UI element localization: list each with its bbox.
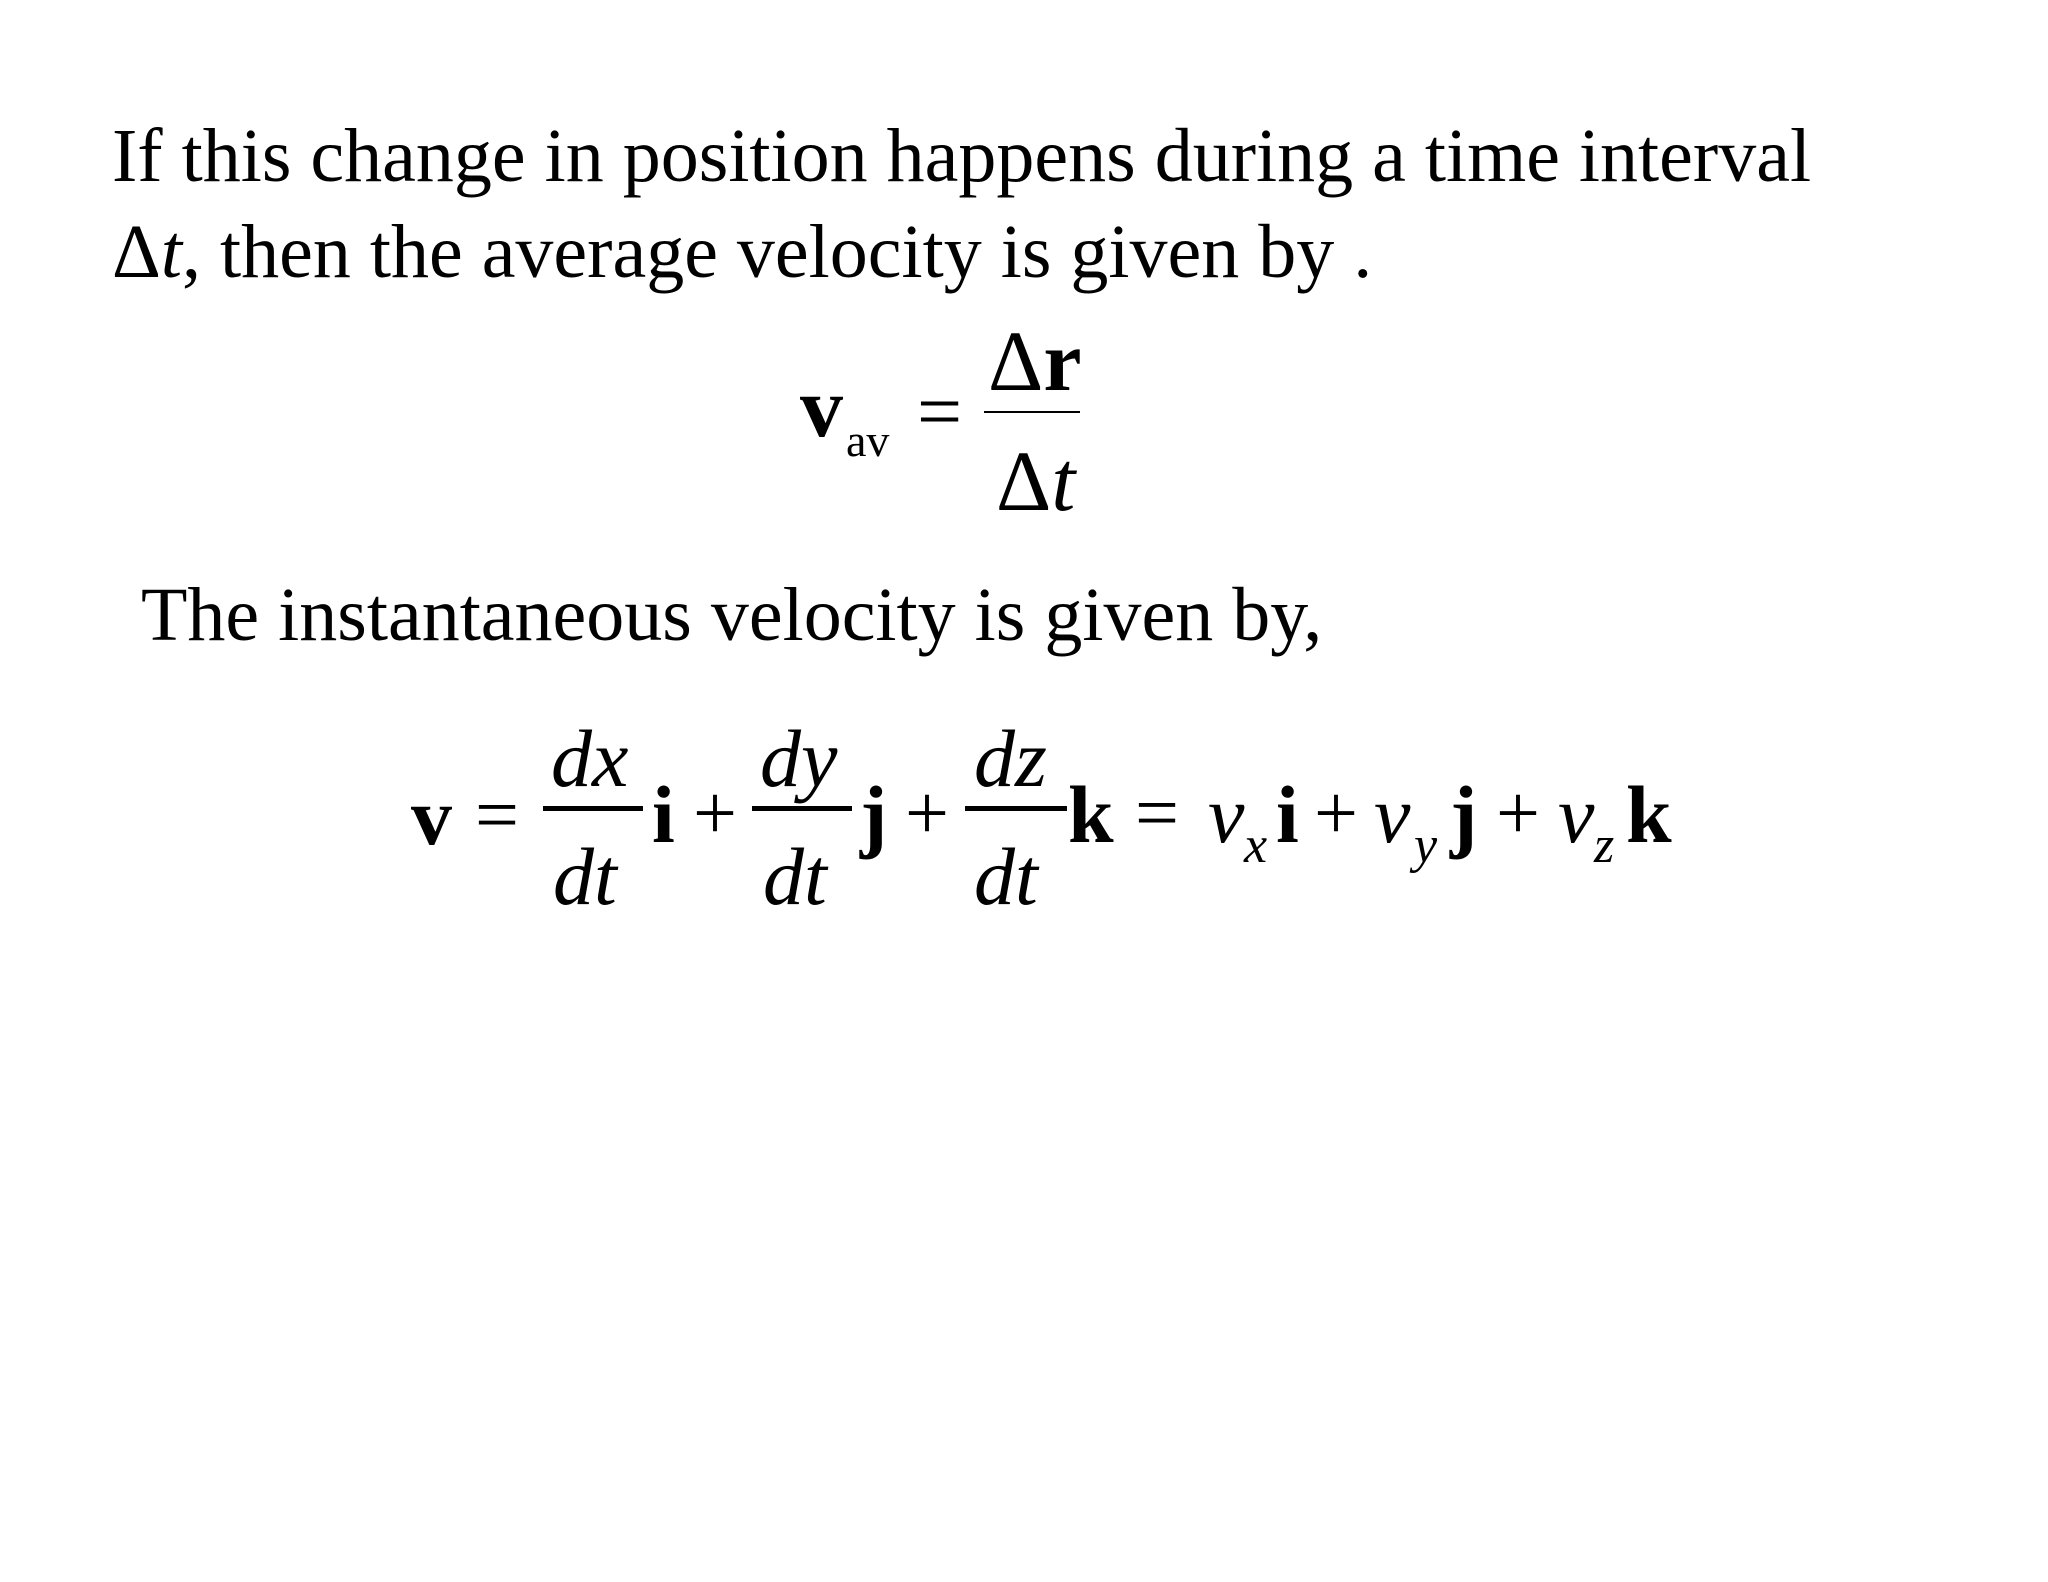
plus-sign-3: +	[1314, 769, 1358, 856]
equals-sign-2: =	[1135, 769, 1179, 856]
subscript-y: y	[1414, 817, 1438, 874]
average-velocity-equation	[0, 0, 2048, 560]
fraction-3-bar	[965, 806, 1067, 811]
component-unit-k: k	[1626, 769, 1672, 860]
fraction-3-denominator: dt	[974, 831, 1038, 922]
denominator-delta: Δ	[996, 433, 1052, 529]
denominator-time: t	[1051, 433, 1076, 529]
unit-vector-i: i	[652, 769, 675, 860]
unit-vector-k: k	[1068, 769, 1114, 860]
component-vy: v	[1374, 769, 1411, 860]
fraction-1-bar	[543, 806, 643, 811]
fraction-2-bar	[752, 806, 852, 811]
time-variable: t	[160, 210, 182, 294]
fraction-denominator	[996, 433, 1076, 529]
paragraph-line-2-text: , then the average velocity is given by .	[182, 210, 1373, 294]
subscript-z: z	[1594, 817, 1615, 874]
fraction-2-denominator: dt	[763, 831, 827, 922]
fraction-bar	[984, 411, 1080, 413]
paragraph-line-1: If this change in position happens during a time interval	[112, 114, 1812, 198]
velocity-vector-lhs: v	[411, 771, 452, 862]
equals-sign-1: =	[475, 771, 519, 858]
numerator-delta: Δ	[988, 313, 1044, 409]
plus-sign-4: +	[1496, 769, 1540, 856]
fraction-1-denominator: dt	[553, 831, 617, 922]
unit-vector-j: j	[860, 769, 888, 860]
fraction-numerator	[988, 313, 1082, 409]
component-unit-j: j	[1450, 769, 1478, 860]
component-unit-i: i	[1276, 769, 1299, 860]
equals-sign: =	[917, 368, 963, 456]
delta-symbol: Δ	[112, 210, 161, 294]
plus-sign-2: +	[905, 769, 949, 856]
velocity-vector-symbol: v	[800, 359, 843, 455]
component-vz: v	[1558, 769, 1595, 860]
plus-sign-1: +	[693, 769, 737, 856]
subscript-x: x	[1244, 817, 1268, 874]
fraction-2-numerator: dy	[760, 713, 838, 804]
component-vx: v	[1208, 769, 1245, 860]
average-subscript: av	[846, 415, 890, 466]
fraction-1-numerator: dx	[551, 713, 629, 804]
fraction-3-numerator: dz	[974, 713, 1047, 804]
paragraph-instantaneous-velocity: The instantaneous velocity is given by,	[141, 573, 1323, 657]
numerator-position-vector: r	[1043, 313, 1082, 409]
